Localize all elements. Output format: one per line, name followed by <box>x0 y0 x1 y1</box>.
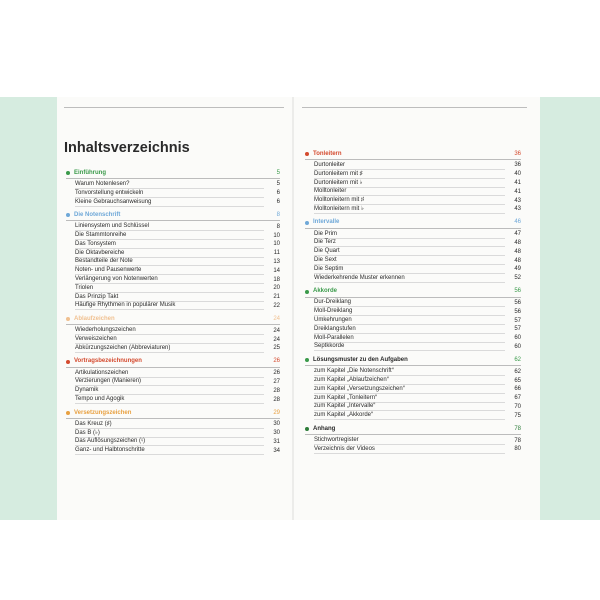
toc-entry[interactable] <box>66 189 280 198</box>
toc-entry[interactable] <box>305 403 521 412</box>
toc-section <box>305 287 521 352</box>
section-title: Akkorde <box>313 288 338 295</box>
toc-entry-title: Molltonleitern mit ♯ <box>314 196 505 205</box>
toc-entry[interactable] <box>305 196 521 205</box>
toc-section-header[interactable] <box>305 149 521 160</box>
toc-entry-title: Dreiklangstufen <box>314 325 505 334</box>
toc-entry[interactable] <box>305 187 521 196</box>
toc-entry-title: Wiederholungszeichen <box>75 326 264 335</box>
toc-section-header[interactable] <box>66 168 280 179</box>
section-bullet-icon <box>66 213 70 217</box>
toc-entry[interactable] <box>305 445 521 454</box>
toc-entry-page: 10 <box>273 232 280 239</box>
toc-entry-page: 66 <box>514 386 521 393</box>
section-page-number: 56 <box>514 288 521 295</box>
toc-section-header[interactable] <box>305 287 521 298</box>
toc-entry-page: 65 <box>514 377 521 384</box>
toc-entry-title: Wiederkehrende Muster erkennen <box>314 274 505 283</box>
toc-entry[interactable] <box>66 326 280 335</box>
toc-entry[interactable] <box>305 239 521 248</box>
toc-entry[interactable] <box>66 429 280 438</box>
toc-entry-title: zum Kapitel „Akkorde“ <box>314 411 505 420</box>
toc-entry-title: zum Kapitel „Versetzungszeichen“ <box>314 385 505 394</box>
toc-section-header[interactable] <box>66 210 280 221</box>
toc-entry-page: 70 <box>514 403 521 410</box>
toc-entry-page: 30 <box>273 421 280 428</box>
toc-entry-title: Molltonleitern mit ♭ <box>314 205 505 214</box>
section-title: Einführung <box>74 169 106 176</box>
toc-entry[interactable] <box>305 325 521 334</box>
section-page-number: 78 <box>514 425 521 432</box>
section-bullet-icon <box>66 360 70 364</box>
toc-entry[interactable] <box>305 274 521 283</box>
section-title: Lösungsmuster zu den Aufgaben <box>313 356 408 363</box>
toc-entry[interactable] <box>305 316 521 325</box>
toc-entry[interactable] <box>66 222 280 231</box>
toc-entry-page: 26 <box>273 370 280 377</box>
toc-entry[interactable] <box>66 275 280 284</box>
toc-section <box>66 408 280 455</box>
section-title: Intervalle <box>313 219 340 226</box>
section-page-number: 5 <box>276 169 280 176</box>
toc-entry[interactable] <box>305 205 521 214</box>
section-title: Ablaufzeichen <box>74 315 115 322</box>
toc-entry[interactable] <box>66 438 280 447</box>
toc-entry[interactable] <box>66 395 280 404</box>
toc-entry-title: Moll-Dreiklang <box>314 307 505 316</box>
section-page-number: 8 <box>276 211 280 218</box>
toc-entry[interactable] <box>305 385 521 394</box>
section-bullet-icon <box>305 152 309 156</box>
toc-section-header[interactable] <box>305 218 521 229</box>
toc-entry-title: Tempo und Agogik <box>75 395 264 404</box>
toc-entry-page: 52 <box>514 275 521 282</box>
toc-entry[interactable] <box>66 369 280 378</box>
background-book-right <box>540 97 600 520</box>
toc-section <box>305 424 521 454</box>
toc-entry[interactable] <box>66 249 280 258</box>
toc-section-header[interactable] <box>66 357 280 368</box>
toc-entry-title: Die Oktavbereiche <box>75 249 264 258</box>
toc-entry-page: 60 <box>514 335 521 342</box>
toc-entry-page: 8 <box>276 223 280 230</box>
toc-entry[interactable] <box>66 335 280 344</box>
toc-section <box>66 357 280 404</box>
toc-entry[interactable] <box>66 302 280 311</box>
toc-entry-page: 78 <box>514 437 521 444</box>
toc-entry[interactable] <box>305 411 521 420</box>
toc-entry-page: 28 <box>273 396 280 403</box>
toc-entry-page: 28 <box>273 387 280 394</box>
toc-entry-page: 13 <box>273 258 280 265</box>
toc-entry[interactable] <box>305 256 521 265</box>
toc-entry[interactable] <box>305 299 521 308</box>
toc-entry-title: Durtonleiter <box>314 161 505 170</box>
section-title: Tonleitern <box>313 150 342 157</box>
toc-entry-page: 6 <box>276 190 280 197</box>
toc-entry-page: 30 <box>273 430 280 437</box>
toc-entry[interactable] <box>66 446 280 455</box>
toc-entry[interactable] <box>305 394 521 403</box>
toc-entry-page: 43 <box>514 206 521 213</box>
toc-entry-page: 60 <box>514 343 521 350</box>
toc-entry-page: 57 <box>514 326 521 333</box>
toc-entry-title: zum Kapitel „Ablaufzeichen“ <box>314 376 505 385</box>
toc-entry-page: 10 <box>273 241 280 248</box>
toc-left-column <box>66 168 280 459</box>
toc-entry-title: Die Terz <box>314 238 505 247</box>
toc-entry-page: 18 <box>273 276 280 283</box>
toc-entry[interactable] <box>305 436 521 445</box>
toc-entry[interactable] <box>66 378 280 387</box>
toc-section-header[interactable] <box>305 355 521 366</box>
toc-entry-title: Kleine Gebrauchsanweisung <box>75 198 264 207</box>
toc-entry-title: Umkehrungen <box>314 316 505 325</box>
toc-entry-title: Die Stammtonreihe <box>75 231 264 240</box>
toc-entry[interactable] <box>66 284 280 293</box>
toc-entry-title: Abkürzungszeichen (Abbreviaturen) <box>75 344 264 353</box>
toc-entry-page: 48 <box>514 257 521 264</box>
toc-section-header[interactable] <box>305 424 521 435</box>
section-bullet-icon <box>305 221 309 225</box>
page-title: Inhaltsverzeichnis <box>64 140 190 156</box>
toc-entry-title: Durtonleitern mit ♭ <box>314 179 505 188</box>
toc-entry-title: Häufige Rhythmen in populärer Musik <box>75 301 264 310</box>
toc-entry-title: Warum Notenlesen? <box>75 180 264 189</box>
toc-entry-title: zum Kapitel „Die Notenschrift“ <box>314 367 505 376</box>
toc-entry[interactable] <box>305 230 521 239</box>
toc-entry-title: Dur-Dreiklang <box>314 298 505 307</box>
toc-entry-title: Ganz- und Halbtonschritte <box>75 446 264 455</box>
toc-entry-title: Die Prim <box>314 230 505 239</box>
toc-entry[interactable] <box>305 161 521 170</box>
toc-section <box>66 314 280 352</box>
toc-entry-title: Liniensystem und Schlüssel <box>75 222 264 231</box>
toc-entry[interactable] <box>66 231 280 240</box>
section-page-number: 26 <box>273 358 280 365</box>
header-rule-right <box>302 107 527 108</box>
toc-entry-title: Das Auflösungszeichen (♮) <box>75 437 264 446</box>
toc-entry-page: 62 <box>514 368 521 375</box>
section-title: Vortragsbezeichnungen <box>74 358 142 365</box>
toc-entry-page: 47 <box>514 231 521 238</box>
toc-entry-page: 11 <box>273 250 280 257</box>
toc-entry[interactable] <box>305 343 521 352</box>
section-bullet-icon <box>305 290 309 294</box>
toc-entry-page: 21 <box>273 294 280 301</box>
section-page-number: 46 <box>514 219 521 226</box>
section-page-number: 62 <box>514 356 521 363</box>
toc-entry-page: 34 <box>273 447 280 454</box>
toc-section <box>66 168 280 206</box>
toc-entry-title: Das B (♭) <box>75 429 264 438</box>
toc-entry-page: 41 <box>514 188 521 195</box>
toc-entry[interactable] <box>305 376 521 385</box>
toc-entry-page: 20 <box>273 285 280 292</box>
toc-entry-title: Verzierungen (Manieren) <box>75 377 264 386</box>
section-title: Anhang <box>313 425 336 432</box>
section-page-number: 24 <box>273 315 280 322</box>
toc-entry[interactable] <box>66 266 280 275</box>
toc-entry-title: Das Kreuz (♯) <box>75 420 264 429</box>
section-page-number: 29 <box>273 409 280 416</box>
toc-section <box>305 149 521 214</box>
toc-entry-title: Tonvorstellung entwickeln <box>75 189 264 198</box>
toc-entry-page: 80 <box>514 446 521 453</box>
toc-entry[interactable] <box>66 240 280 249</box>
toc-entry-title: Verlängerung von Notenwerten <box>75 275 264 284</box>
section-title: Die Notenschrift <box>74 211 121 218</box>
toc-entry-title: Artikulationszeichen <box>75 369 264 378</box>
toc-entry-page: 14 <box>273 267 280 274</box>
toc-entry-page: 43 <box>514 197 521 204</box>
toc-entry[interactable] <box>66 420 280 429</box>
toc-entry[interactable] <box>305 307 521 316</box>
toc-entry[interactable] <box>305 179 521 188</box>
toc-entry-page: 24 <box>273 336 280 343</box>
toc-entry-title: Molltonleiter <box>314 187 505 196</box>
toc-entry-page: 22 <box>273 302 280 309</box>
toc-entry-title: Die Septim <box>314 265 505 274</box>
toc-entry-title: Die Sext <box>314 256 505 265</box>
toc-entry-title: Verzeichnis der Videos <box>314 445 505 454</box>
toc-entry[interactable] <box>66 386 280 395</box>
toc-section <box>305 355 521 420</box>
toc-entry-page: 5 <box>276 181 280 188</box>
toc-entry-page: 41 <box>514 179 521 186</box>
toc-entry-page: 67 <box>514 395 521 402</box>
toc-section <box>305 218 521 283</box>
toc-section-header[interactable] <box>66 314 280 325</box>
toc-section <box>66 210 280 310</box>
toc-entry-title: Das Tonsystem <box>75 240 264 249</box>
toc-entry-title: zum Kapitel „Tonleitern“ <box>314 394 505 403</box>
toc-entry[interactable] <box>305 265 521 274</box>
section-bullet-icon <box>66 411 70 415</box>
toc-entry-page: 40 <box>514 171 521 178</box>
toc-entry-page: 24 <box>273 327 280 334</box>
toc-entry-title: Stichwortregister <box>314 436 505 445</box>
toc-entry[interactable] <box>305 334 521 343</box>
toc-entry-page: 75 <box>514 412 521 419</box>
toc-entry-page: 36 <box>514 162 521 169</box>
toc-entry[interactable] <box>305 367 521 376</box>
toc-entry-page: 48 <box>514 239 521 246</box>
toc-entry-page: 57 <box>514 317 521 324</box>
toc-entry-title: Bestandteile der Note <box>75 257 264 266</box>
toc-entry[interactable] <box>66 198 280 207</box>
toc-entry-page: 27 <box>273 378 280 385</box>
toc-entry-title: Moll-Parallelen <box>314 334 505 343</box>
background-book-left <box>0 97 57 520</box>
section-title: Versetzungszeichen <box>74 409 132 416</box>
toc-entry-title: zum Kapitel „Intervalle“ <box>314 402 505 411</box>
section-bullet-icon <box>305 358 309 362</box>
toc-entry[interactable] <box>305 247 521 256</box>
book-gutter <box>292 97 294 520</box>
toc-entry-page: 25 <box>273 345 280 352</box>
toc-entry-page: 56 <box>514 299 521 306</box>
toc-entry-title: Noten- und Pausenwerte <box>75 266 264 275</box>
toc-entry-title: Dynamik <box>75 386 264 395</box>
header-rule-left <box>64 107 284 108</box>
toc-entry-title: Triolen <box>75 284 264 293</box>
toc-right-column <box>305 149 521 458</box>
toc-entry[interactable] <box>66 344 280 353</box>
toc-entry-title: Septkkorde <box>314 342 505 351</box>
toc-entry-page: 56 <box>514 308 521 315</box>
toc-entry-page: 48 <box>514 248 521 255</box>
section-bullet-icon <box>305 427 309 431</box>
toc-entry-title: Das Prinzip Takt <box>75 293 264 302</box>
toc-entry-page: 6 <box>276 198 280 205</box>
toc-entry-title: Die Quart <box>314 247 505 256</box>
toc-entry-title: Durtonleitern mit ♯ <box>314 170 505 179</box>
toc-entry-title: Verweiszeichen <box>75 335 264 344</box>
section-bullet-icon <box>66 317 70 321</box>
section-page-number: 36 <box>514 150 521 157</box>
toc-entry-page: 49 <box>514 266 521 273</box>
toc-entry-page: 31 <box>273 438 280 445</box>
toc-entry[interactable] <box>305 170 521 179</box>
toc-section-header[interactable] <box>66 408 280 419</box>
toc-entry[interactable] <box>66 180 280 189</box>
toc-entry[interactable] <box>66 293 280 302</box>
toc-entry[interactable] <box>66 258 280 267</box>
section-bullet-icon <box>66 171 70 175</box>
